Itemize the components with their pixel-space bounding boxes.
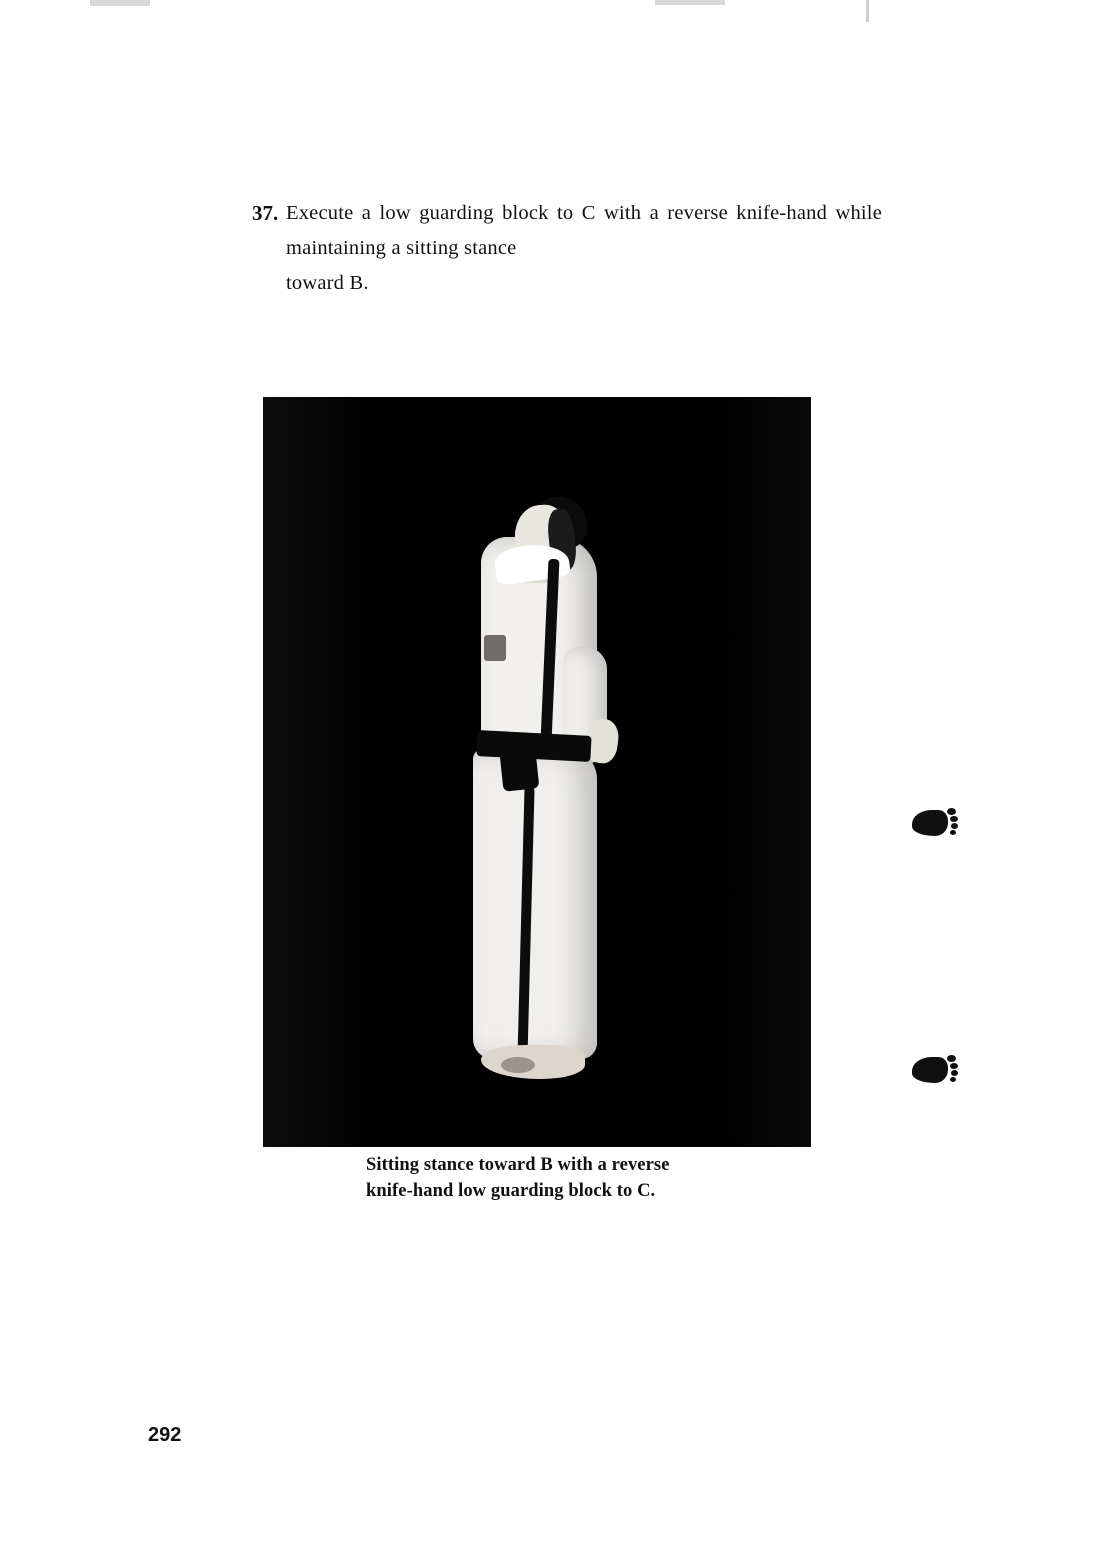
dobok-belt-knot [499, 740, 540, 792]
caption-line-2: knife-hand low guarding block to C. [366, 1181, 656, 1201]
instruction-line-3: toward B. [286, 272, 369, 294]
footprint-icon-upper [912, 802, 964, 844]
practitioner-figure [263, 397, 811, 1147]
footprint-toes [946, 808, 962, 838]
footprint-sole [912, 1057, 948, 1083]
instruction-text [286, 196, 882, 301]
footprint-icon-lower [912, 1049, 964, 1091]
instruction-line-1: Execute a low guarding block to C with a reverse [286, 202, 728, 224]
instruction-block [252, 196, 882, 301]
scan-artifact-top-left [90, 0, 150, 6]
dobok-chest-patch [484, 635, 506, 661]
page-number: 292 [148, 1424, 182, 1446]
caption-line-1: Sitting stance toward B with a reverse [366, 1155, 670, 1175]
dobok-trousers [473, 749, 597, 1059]
scan-artifact-top-center [655, 0, 725, 5]
photo-caption [366, 1152, 786, 1204]
instruction-line-2: knife-hand while maintaining a sitting stance [286, 202, 882, 259]
scan-artifact-top-right [866, 0, 869, 22]
footprint-toes [946, 1055, 962, 1085]
instruction-number: 37. [252, 201, 279, 225]
footprint-sole [912, 810, 948, 836]
photograph [263, 397, 811, 1147]
figure-foot-shadow [501, 1057, 535, 1073]
